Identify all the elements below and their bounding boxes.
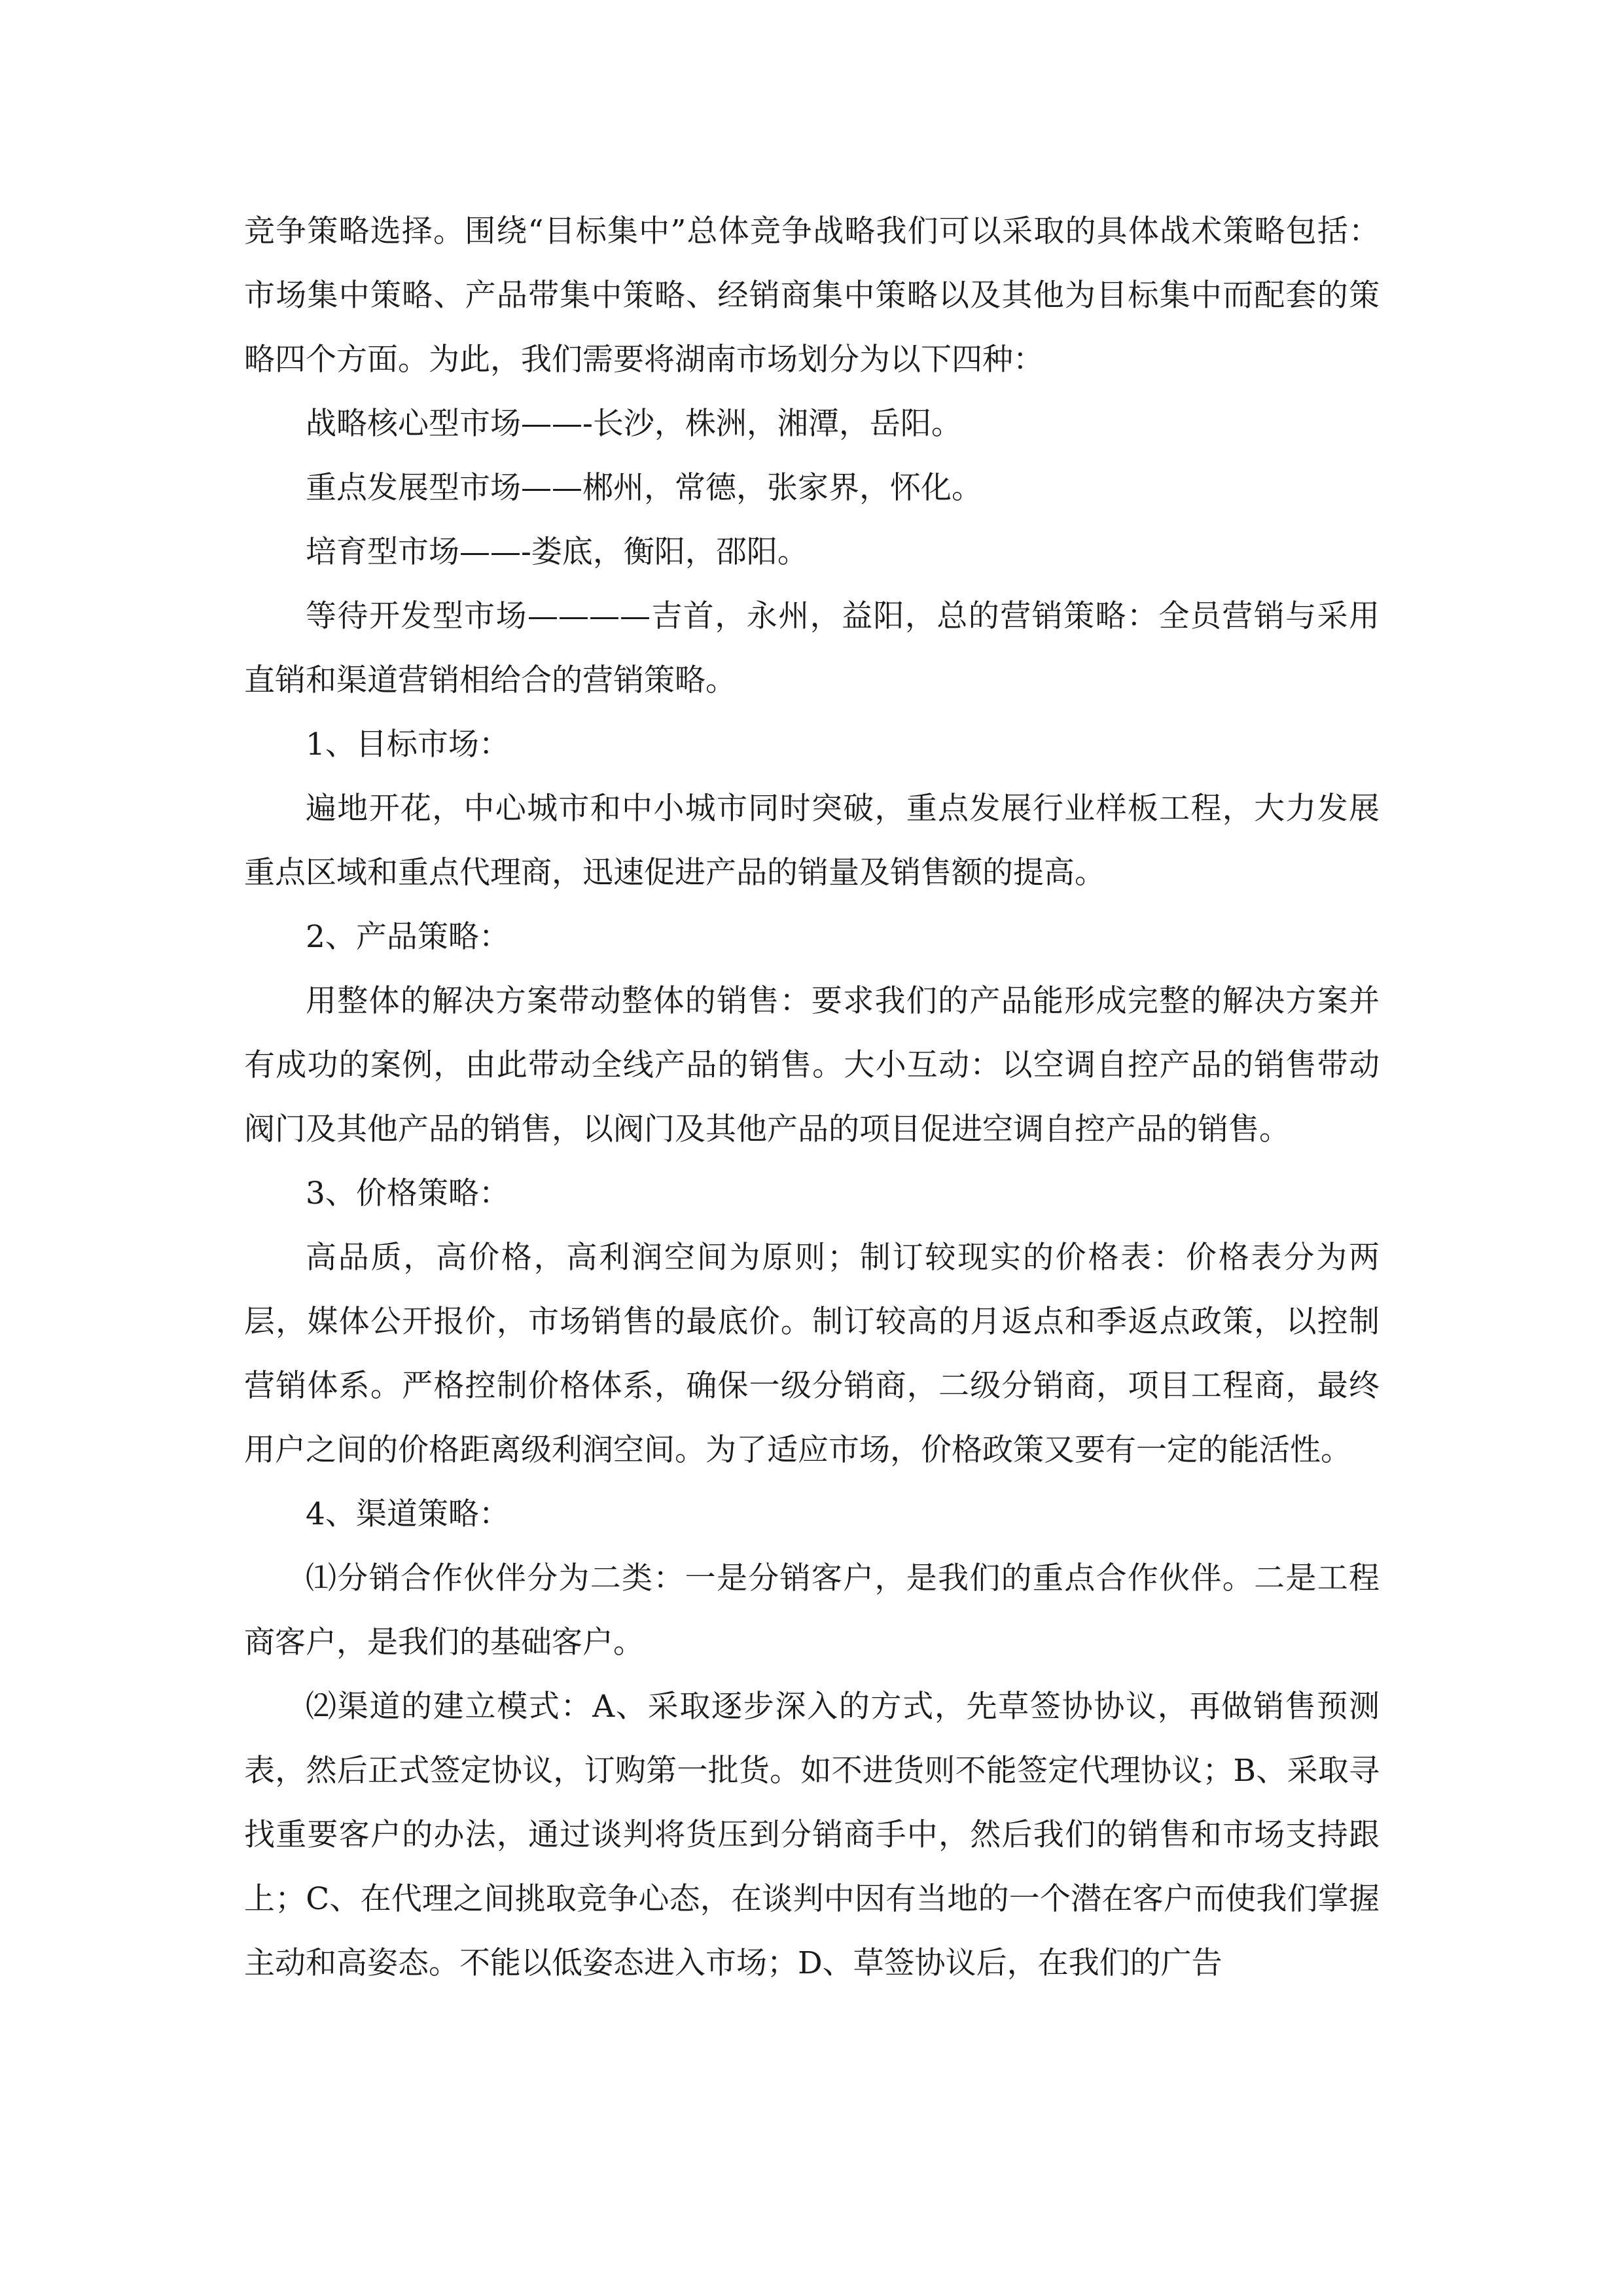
- paragraph-core-market: 战略核心型市场——-长沙，株洲，湘潭，岳阳。: [306, 406, 962, 442]
- paragraph-continuation: 竞争策略选择。围绕“目标集中”总体竞争战略我们可以采取的具体战术策略包括：市场集中策略、产品带集中策略、经销商集中策略以及其他为目标集中而配套的策略四个方面。为此，我们需要将湖南市场划分为以下四种：: [244, 213, 1380, 378]
- document-body: [244, 200, 1380, 1996]
- paragraph-price-strategy: 高品质，高价格，高利润空间为原则；制订较现实的价格表：价格表分为两层，媒体公开报价，市场销售的最底价。制订较高的月返点和季返点政策，以控制营销体系。严格控制价格体系，确保一级分销商，二级分销商，项目工程商，最终用户之间的价格距离级利润空间。为了适应市场，价格政策又要有一定的能活性。: [244, 1240, 1380, 1468]
- paragraph-channel-model: ⑵渠道的建立模式：A、采取逐步深入的方式，先草签协协议，再做销售预测表，然后正式签定协议，订购第一批货。如不进货则不能签定代理协议；B、采取寻找重要客户的办法，通过谈判将货压到分销商手中，然后我们的销售和市场支持跟上；C、在代理之间挑取竞争心态，在谈判中因有当地的一个潜在客户而使我们掌握主动和高姿态。不能以低姿态进入市场；D、草签协议后，在我们的广告: [244, 1689, 1380, 1981]
- paragraph-cultivation-market: 培育型市场——-娄底，衡阳，邵阳。: [306, 534, 808, 570]
- heading-channel-strategy: 4、渠道策略：: [306, 1496, 510, 1532]
- heading-target-market: 1、目标市场：: [306, 726, 510, 762]
- paragraph-product-strategy: 用整体的解决方案带动整体的销售：要求我们的产品能形成完整的解决方案并有成功的案例，由此带动全线产品的销售。大小互动：以空调自控产品的销售带动阀门及其他产品的销售，以阀门及其他产品的项目促进空调自控产品的销售。: [244, 983, 1380, 1147]
- heading-price-strategy: 3、价格策略：: [306, 1175, 510, 1211]
- heading-product-strategy: 2、产品策略：: [306, 919, 510, 955]
- paragraph-channel-partners: ⑴分销合作伙伴分为二类：一是分销客户，是我们的重点合作伙伴。二是工程商客户，是我们的基础客户。: [244, 1560, 1380, 1660]
- paragraph-key-development-market: 重点发展型市场——郴州，常德，张家界，怀化。: [306, 470, 982, 506]
- paragraph-pending-market: 等待开发型市场————吉首，永州，益阳，总的营销策略：全员营销与采用直销和渠道营销相给合的营销策略。: [244, 598, 1380, 698]
- paragraph-target-market: 遍地开花，中心城市和中小城市同时突破，重点发展行业样板工程，大力发展重点区域和重点代理商，迅速促进产品的销量及销售额的提高。: [244, 791, 1380, 891]
